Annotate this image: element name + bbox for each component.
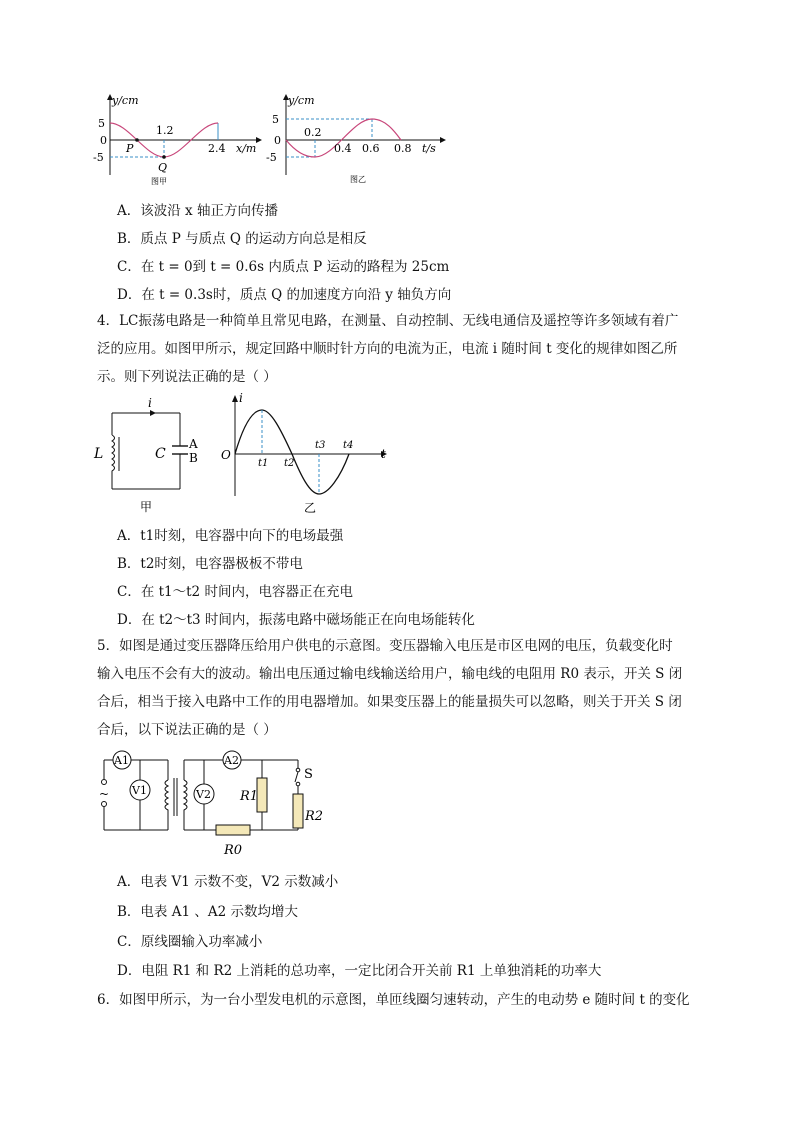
resistor-r1-label: R1 (240, 789, 259, 804)
ac-symbol: ~ (99, 787, 110, 801)
current-label: i (148, 396, 152, 410)
point-q-label: Q (158, 161, 168, 174)
resistor-r0 (216, 825, 250, 835)
i-label: i (239, 391, 243, 405)
t4-label: t4 (343, 440, 354, 451)
ammeter-a1-label: A1 (114, 754, 129, 767)
x-label: x/m (236, 142, 257, 155)
q5-stem-line-1: 5．如图是通过变压器降压给用户供电的示意图。变压器输入电压是市区电网的电压，负载变化时 (97, 638, 673, 654)
ammeter-a2-label: A2 (224, 754, 239, 767)
secondary-coil (184, 780, 187, 814)
y-tick: -5 (266, 151, 277, 164)
resistor-r0-label: R0 (224, 843, 243, 858)
t-label: t/s (422, 142, 436, 155)
y-tick: 0 (100, 134, 107, 147)
q4-option-a: A．t1时刻，电容器中向下的电场最强 (117, 528, 344, 544)
t-tick: 0.8 (394, 142, 412, 155)
t-tick: 0.2 (304, 126, 322, 139)
ac-terminal-top (102, 780, 107, 785)
plate-a-label: A (189, 437, 198, 451)
primary-coil (165, 780, 168, 814)
caption: 图甲 (151, 177, 167, 186)
q4-figure-yi-current-graph (215, 390, 395, 520)
caption: 甲 (140, 500, 153, 514)
point-q-marker (162, 155, 166, 159)
y-tick: 5 (272, 113, 279, 126)
resistor-r2-label: R2 (305, 809, 324, 824)
q5-stem-line-4: 合后，以下说法正确的是（ ） (97, 722, 277, 738)
caption: 乙 (304, 501, 317, 515)
q5-stem-line-2: 输入电压不会有大的波动。输出电压通过输电线输送给用户，输电线的电阻用 R0 表示，开关 S 闭 (97, 666, 683, 682)
q5-transformer-circuit (92, 742, 332, 862)
q3-option-a: A．该波沿 x 轴正方向传播 (117, 203, 278, 219)
q3-figure-yi (260, 90, 450, 190)
q3-option-d: D．在 t = 0.3s时，质点 Q 的加速度方向沿 y 轴负方向 (117, 287, 452, 303)
origin-label: O (221, 448, 231, 462)
inductor-coil (112, 435, 115, 473)
q5-option-c: C．原线圈输入功率减小 (117, 934, 263, 950)
ac-terminal-bottom (102, 802, 107, 807)
caption: 图乙 (350, 175, 366, 184)
y-label: y/cm (288, 94, 315, 107)
y-tick: 5 (98, 117, 105, 130)
q5-option-a: A．电表 V1 示数不变，V2 示数减小 (117, 874, 339, 890)
t-tick: 0.4 (334, 142, 352, 155)
q3-option-b: B．质点 P 与质点 Q 的运动方向总是相反 (117, 231, 367, 247)
t-label: t (381, 447, 386, 461)
inductor-label: L (94, 446, 104, 462)
q4-option-c: C．在 t1～t2 时间内，电容器正在充电 (117, 584, 353, 600)
voltmeter-v1-label: V1 (132, 784, 147, 797)
q4-stem-line-3: 示。则下列说法正确的是（ ） (97, 369, 277, 385)
current-curve (235, 410, 349, 494)
t-tick: 0.6 (362, 142, 380, 155)
q5-stem-line-3: 合后，相当于接入电路中工作的用电器增加。如果变压器上的能量损失可以忽略，则关于开关 S 闭 (97, 694, 682, 710)
resistor-r1 (257, 778, 267, 812)
switch-s-label: S (304, 767, 313, 782)
q6-stem-line-1: 6．如图甲所示，为一台小型发电机的示意图，单匝线圈匀速转动，产生的电动势 e 随时间 t 的变化 (97, 992, 690, 1008)
switch-s (295, 772, 298, 782)
q4-option-d: D．在 t2～t3 时间内，振荡电路中磁场能正在向电场能转化 (117, 612, 475, 628)
t3-label: t3 (315, 440, 326, 451)
q5-option-b: B．电表 A1 、A2 示数均增大 (117, 904, 298, 920)
x-tick: 1.2 (156, 124, 174, 137)
q3-option-c: C．在 t = 0到 t = 0.6s 内质点 P 运动的路程为 25cm (117, 259, 450, 275)
q4-stem-line-2: 泛的应用。如图甲所示，规定回路中顺时针方向的电流为正，电流 i 随时间 t 变化的规律如图乙所 (97, 341, 678, 357)
current-arrow (150, 410, 156, 416)
y-label: y/cm (112, 94, 139, 107)
q4-stem-line-1: 4．LC振荡电路是一种简单且常见电路，在测量、自动控制、无线电通信及遥控等许多领域有着广 (97, 313, 679, 329)
q4-option-b: B．t2时刻，电容器极板不带电 (117, 556, 303, 572)
point-p-marker (135, 138, 139, 142)
y-tick: 0 (274, 134, 281, 147)
resistor-r2 (293, 794, 303, 828)
q5-option-d: D．电阻 R1 和 R2 上消耗的总功率，一定比闭合开关前 R1 上单独消耗的功率大 (117, 963, 602, 979)
t2-label: t2 (284, 458, 295, 469)
voltmeter-v2-label: V2 (196, 788, 211, 801)
q4-figure-jia-lc-circuit (88, 395, 218, 520)
q3-figure-jia (88, 90, 268, 190)
point-p-label: P (126, 142, 134, 155)
t1-label: t1 (258, 458, 269, 469)
plate-b-label: B (189, 451, 198, 465)
y-tick: -5 (93, 151, 104, 164)
x-tick: 2.4 (208, 142, 226, 155)
capacitor-label: C (155, 446, 166, 462)
